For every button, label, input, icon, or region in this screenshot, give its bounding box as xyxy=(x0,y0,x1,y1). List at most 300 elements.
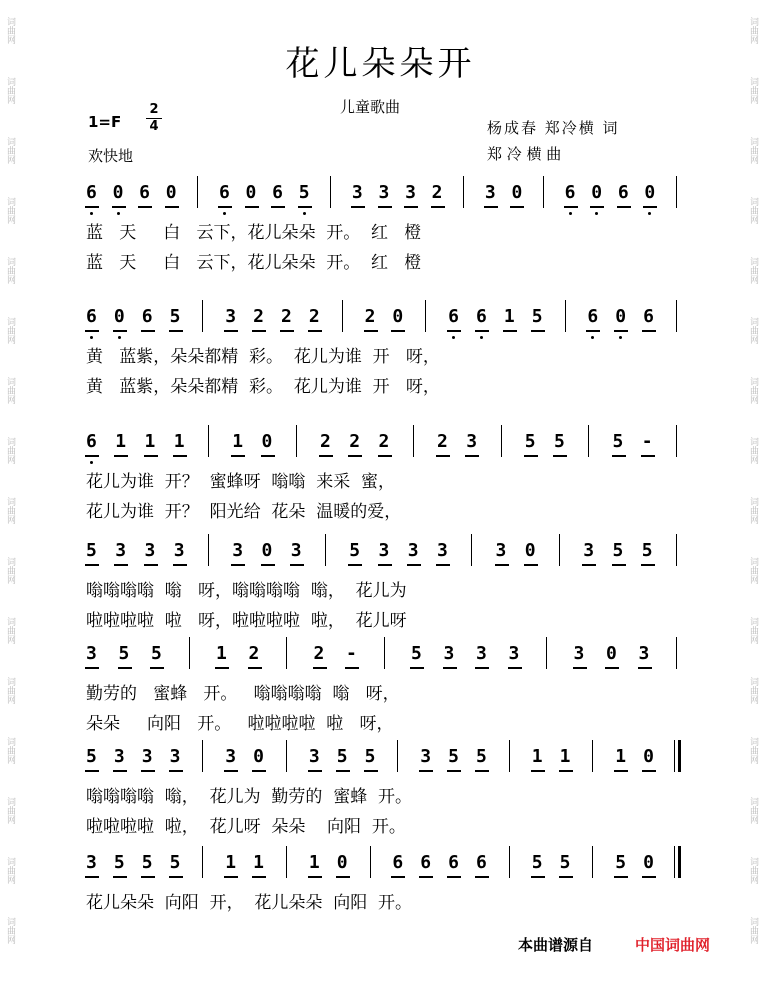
watermark-left xyxy=(0,0,18,983)
note: 0 xyxy=(643,746,654,767)
note: 3 xyxy=(508,643,520,664)
barline xyxy=(286,637,287,669)
watermark-text: 词曲网 xyxy=(5,916,15,944)
note: 1 xyxy=(115,431,127,452)
watermark-text: 词曲网 xyxy=(5,316,15,344)
note-underline xyxy=(85,770,99,772)
watermark-text: 词曲网 xyxy=(748,676,758,704)
note: 6 xyxy=(86,431,97,452)
barline xyxy=(592,740,593,772)
note: 1 xyxy=(216,643,227,664)
barline xyxy=(543,176,544,208)
note: 3 xyxy=(443,643,455,664)
low-octave-dot xyxy=(619,336,622,339)
barline xyxy=(588,425,589,457)
note: 1 xyxy=(173,431,185,452)
barline xyxy=(189,637,190,669)
note: 3 xyxy=(86,643,97,664)
note-underline xyxy=(85,330,99,332)
note: 5 xyxy=(554,431,565,452)
note: 3 xyxy=(378,182,390,203)
watermark-right xyxy=(743,0,761,983)
note-underline xyxy=(118,667,132,669)
note: 3 xyxy=(351,182,363,203)
note: 0 xyxy=(165,182,177,203)
note: 3 xyxy=(225,306,237,327)
note: 6 xyxy=(218,182,230,203)
note: 3 xyxy=(308,746,320,767)
note-underline xyxy=(252,876,266,878)
note-underline xyxy=(313,667,327,669)
note: 0 xyxy=(112,182,124,203)
note-underline xyxy=(336,770,350,772)
note: 3 xyxy=(144,540,156,561)
note-row xyxy=(86,852,686,878)
note-underline xyxy=(378,206,392,208)
low-octave-dot xyxy=(118,336,121,339)
watermark-text: 词曲网 xyxy=(748,16,758,44)
composer-credit: 郑 冷 横 曲 xyxy=(487,145,562,163)
note: 0 xyxy=(606,643,617,664)
watermark-text: 词曲网 xyxy=(5,196,15,224)
note: 0 xyxy=(336,852,348,873)
note-underline xyxy=(582,564,596,566)
barline xyxy=(370,846,371,878)
note-underline xyxy=(141,876,155,878)
note-underline xyxy=(475,770,489,772)
note-underline xyxy=(614,876,628,878)
barline xyxy=(559,534,560,566)
barline xyxy=(197,176,198,208)
note-underline xyxy=(642,330,656,332)
barline xyxy=(509,740,510,772)
watermark-text: 词曲网 xyxy=(5,256,15,284)
lyricist-credit: 杨成春 郑冷横 词 xyxy=(487,119,620,137)
note: 5 xyxy=(612,431,624,452)
note-underline xyxy=(564,206,578,208)
note-underline xyxy=(308,876,322,878)
lyric-line: 蓝 天 白 云下，花儿朵朵 开。 红 橙 xyxy=(86,253,422,273)
note: 3 xyxy=(638,643,650,664)
note-underline xyxy=(436,564,450,566)
note-underline xyxy=(364,330,378,332)
note: 1 xyxy=(615,746,627,767)
note-underline xyxy=(112,206,126,208)
watermark-text: 词曲网 xyxy=(748,136,758,164)
lyric-line: 勤劳的 蜜蜂 开。 嗡嗡嗡嗡 嗡 呀， xyxy=(86,684,400,704)
note: 5 xyxy=(113,852,125,873)
note-underline xyxy=(113,876,127,878)
note: 2 xyxy=(378,431,390,452)
note-underline xyxy=(280,330,294,332)
note: 3 xyxy=(173,540,185,561)
lyric-line: 蓝 天 白 云下，花儿朵朵 开。 红 橙 xyxy=(86,223,422,243)
note: 5 xyxy=(411,643,422,664)
low-octave-dot xyxy=(117,212,120,215)
watermark-text: 词曲网 xyxy=(748,856,758,884)
note-underline xyxy=(165,206,179,208)
note-underline xyxy=(290,564,304,566)
note: - xyxy=(641,431,653,452)
note: 0 xyxy=(253,746,264,767)
note-underline xyxy=(404,206,418,208)
note: 6 xyxy=(643,306,654,327)
note: 5 xyxy=(364,746,376,767)
barline xyxy=(325,534,326,566)
note-underline xyxy=(590,206,604,208)
note: 5 xyxy=(641,540,653,561)
note-underline xyxy=(169,770,183,772)
note-underline xyxy=(586,330,600,332)
note-underline xyxy=(484,206,498,208)
lyric-line: 啦啦啦啦 啦， 花儿呀 朵朵 向阳 开。 xyxy=(86,817,406,837)
watermark-text: 词曲网 xyxy=(748,556,758,584)
lyric-line: 啦啦啦啦 啦 呀，啦啦啦啦 啦， 花儿呀 xyxy=(86,611,407,631)
note: 5 xyxy=(86,746,97,767)
note: 3 xyxy=(225,746,237,767)
note: 5 xyxy=(612,540,624,561)
note-underline xyxy=(638,667,652,669)
note-underline xyxy=(113,330,127,332)
note-underline xyxy=(141,330,155,332)
note-underline xyxy=(407,564,421,566)
note-underline xyxy=(141,770,155,772)
note: 5 xyxy=(169,852,181,873)
note-underline xyxy=(231,564,245,566)
barline xyxy=(202,846,203,878)
note-underline xyxy=(308,330,322,332)
note: 1 xyxy=(308,852,320,873)
note-row xyxy=(86,746,686,772)
barline xyxy=(342,300,343,332)
note-underline xyxy=(85,455,99,457)
note-underline xyxy=(85,206,99,208)
note: 3 xyxy=(86,852,97,873)
watermark-text: 词曲网 xyxy=(5,436,15,464)
note: 1 xyxy=(232,431,244,452)
note: 3 xyxy=(420,746,432,767)
note-underline xyxy=(348,455,362,457)
site-name: 中国词曲网 xyxy=(635,936,711,954)
note: 3 xyxy=(407,540,419,561)
note: 2 xyxy=(308,306,320,327)
barline xyxy=(397,740,398,772)
note-underline xyxy=(169,330,183,332)
watermark-text: 词曲网 xyxy=(5,616,15,644)
note: 6 xyxy=(141,306,153,327)
note-underline xyxy=(475,667,489,669)
note-underline xyxy=(524,455,538,457)
note: 0 xyxy=(643,852,654,873)
barline xyxy=(592,846,593,878)
note-underline xyxy=(447,876,461,878)
note: 3 xyxy=(437,540,448,561)
note-underline xyxy=(85,564,99,566)
note: 2 xyxy=(364,306,376,327)
note: 0 xyxy=(245,182,257,203)
note: 6 xyxy=(587,306,599,327)
note-underline xyxy=(173,455,187,457)
note-underline xyxy=(495,564,509,566)
note-underline xyxy=(114,564,128,566)
note-underline xyxy=(173,564,187,566)
note-underline xyxy=(215,667,229,669)
watermark-text: 词曲网 xyxy=(748,376,758,404)
note: 0 xyxy=(261,431,273,452)
low-octave-dot xyxy=(595,212,598,215)
note-underline xyxy=(248,667,262,669)
note: 1 xyxy=(559,746,571,767)
note: 5 xyxy=(86,540,97,561)
barline xyxy=(330,176,331,208)
note: 0 xyxy=(524,540,536,561)
note: 6 xyxy=(448,306,459,327)
note-underline xyxy=(351,206,365,208)
note: 3 xyxy=(476,643,487,664)
note-underline xyxy=(245,206,259,208)
note: 5 xyxy=(531,852,543,873)
note-underline xyxy=(150,667,164,669)
note: 5 xyxy=(615,852,627,873)
barline xyxy=(471,534,472,566)
note-underline xyxy=(510,206,524,208)
note: 2 xyxy=(313,643,325,664)
low-octave-dot xyxy=(591,336,594,339)
note-row xyxy=(86,306,686,332)
note-underline xyxy=(391,876,405,878)
note-underline xyxy=(345,667,359,669)
watermark-text: 词曲网 xyxy=(5,136,15,164)
note-underline xyxy=(573,667,587,669)
time-signature xyxy=(146,103,162,134)
note-underline xyxy=(419,876,433,878)
note-underline xyxy=(419,770,433,772)
barline xyxy=(676,534,677,566)
note-underline xyxy=(475,876,489,878)
note: 2 xyxy=(320,431,331,452)
note-underline xyxy=(612,455,626,457)
note: 2 xyxy=(281,306,292,327)
note: 0 xyxy=(644,182,656,203)
note: 1 xyxy=(503,306,515,327)
barline xyxy=(463,176,464,208)
note: 1 xyxy=(225,852,237,873)
note: 5 xyxy=(448,746,459,767)
note-underline xyxy=(391,330,405,332)
note: 0 xyxy=(511,182,523,203)
note-underline xyxy=(475,330,489,332)
note: 0 xyxy=(615,306,627,327)
note-underline xyxy=(144,564,158,566)
barline xyxy=(546,637,547,669)
note: 0 xyxy=(591,182,603,203)
note-underline xyxy=(531,330,545,332)
note-underline xyxy=(348,564,362,566)
note-underline xyxy=(617,206,631,208)
barline xyxy=(425,300,426,332)
barline xyxy=(296,425,297,457)
barline xyxy=(202,300,203,332)
barline xyxy=(384,637,385,669)
note-row xyxy=(86,643,686,669)
low-octave-dot xyxy=(90,336,93,339)
note-underline xyxy=(614,330,628,332)
note-underline xyxy=(612,564,626,566)
watermark-text: 词曲网 xyxy=(748,256,758,284)
note: 0 xyxy=(261,540,273,561)
key-signature: 1=F xyxy=(88,113,122,131)
note-underline xyxy=(410,667,424,669)
lyric-line: 花儿朵朵 向阳 开， 花儿朵朵 向阳 开。 xyxy=(86,893,413,913)
note: 5 xyxy=(531,306,543,327)
note-underline xyxy=(113,770,127,772)
note-underline xyxy=(252,770,266,772)
lyric-line: 朵朵 向阳 开。 啦啦啦啦 啦 呀， xyxy=(86,714,394,734)
time-top: 2 xyxy=(149,102,159,117)
barline xyxy=(676,637,677,669)
barline xyxy=(202,740,203,772)
watermark-text: 词曲网 xyxy=(748,796,758,824)
note-underline xyxy=(465,455,479,457)
final-barline xyxy=(674,846,681,878)
note: 6 xyxy=(476,852,487,873)
lyric-line: 嗡嗡嗡嗡 嗡， 花儿为 勤劳的 蜜蜂 开。 xyxy=(86,787,413,807)
watermark-text: 词曲网 xyxy=(5,76,15,104)
note-underline xyxy=(144,455,158,457)
source-label: 本曲谱源自 xyxy=(518,936,594,954)
note-underline xyxy=(336,876,350,878)
song-subtitle: 儿童歌曲 xyxy=(340,98,401,116)
lyric-line: 黄 蓝紫，朵朵都精 彩。 花儿为谁 开 呀， xyxy=(86,347,440,367)
note-underline xyxy=(614,770,628,772)
note: 5 xyxy=(349,540,361,561)
note: 6 xyxy=(392,852,404,873)
note: 6 xyxy=(86,182,97,203)
barline xyxy=(509,846,510,878)
watermark-text: 词曲网 xyxy=(5,736,15,764)
note: 2 xyxy=(248,643,260,664)
note: 5 xyxy=(118,643,130,664)
note: 6 xyxy=(564,182,576,203)
note: 3 xyxy=(141,746,153,767)
barline xyxy=(676,300,677,332)
note-underline xyxy=(308,770,322,772)
low-octave-dot xyxy=(90,212,93,215)
note-underline xyxy=(218,206,232,208)
low-octave-dot xyxy=(303,212,306,215)
note: 3 xyxy=(495,540,507,561)
barline xyxy=(413,425,414,457)
note-underline xyxy=(224,876,238,878)
note: 3 xyxy=(573,643,585,664)
barline xyxy=(286,740,287,772)
note-underline xyxy=(252,330,266,332)
watermark-text: 词曲网 xyxy=(748,916,758,944)
note: 1 xyxy=(253,852,264,873)
note-underline xyxy=(447,770,461,772)
note-underline xyxy=(261,564,275,566)
note-underline xyxy=(641,455,655,457)
note: 3 xyxy=(378,540,390,561)
watermark-text: 词曲网 xyxy=(748,496,758,524)
note-underline xyxy=(319,455,333,457)
low-octave-dot xyxy=(223,212,226,215)
lyric-line: 黄 蓝紫，朵朵都精 彩。 花儿为谁 开 呀， xyxy=(86,377,440,397)
note: 6 xyxy=(448,852,459,873)
note-underline xyxy=(642,876,656,878)
note-underline xyxy=(641,564,655,566)
note: 3 xyxy=(466,431,478,452)
note-row xyxy=(86,182,686,208)
barline xyxy=(676,176,677,208)
note-underline xyxy=(443,667,457,669)
watermark-text: 词曲网 xyxy=(748,736,758,764)
note: 0 xyxy=(392,306,404,327)
barline xyxy=(208,534,209,566)
note-underline xyxy=(643,206,657,208)
note: 3 xyxy=(169,746,181,767)
note: 5 xyxy=(559,852,571,873)
note: 1 xyxy=(144,431,156,452)
barline xyxy=(501,425,502,457)
note-underline xyxy=(169,876,183,878)
lyric-line: 嗡嗡嗡嗡 嗡 呀，嗡嗡嗡嗡 嗡， 花儿为 xyxy=(86,581,407,601)
note-underline xyxy=(364,770,378,772)
note-row xyxy=(86,540,686,566)
note: 2 xyxy=(253,306,264,327)
low-octave-dot xyxy=(569,212,572,215)
note-underline xyxy=(224,330,238,332)
lyric-line: 花儿为谁 开？ 阳光给 花朵 温暖的爱， xyxy=(86,502,402,522)
note: 3 xyxy=(113,746,125,767)
note: 6 xyxy=(139,182,151,203)
note-underline xyxy=(503,330,517,332)
barline xyxy=(208,425,209,457)
tempo-marking: 欢快地 xyxy=(88,147,134,165)
watermark-text: 词曲网 xyxy=(5,676,15,704)
note-underline xyxy=(231,455,245,457)
note: 0 xyxy=(113,306,125,327)
watermark-text: 词曲网 xyxy=(5,796,15,824)
note: 6 xyxy=(476,306,487,327)
low-octave-dot xyxy=(648,212,651,215)
note-underline xyxy=(114,455,128,457)
note-underline xyxy=(436,455,450,457)
note-underline xyxy=(605,667,619,669)
note: 6 xyxy=(420,852,432,873)
note: 6 xyxy=(272,182,283,203)
note-underline xyxy=(224,770,238,772)
note: 5 xyxy=(169,306,181,327)
note-underline xyxy=(138,206,152,208)
barline xyxy=(286,846,287,878)
barline xyxy=(565,300,566,332)
final-barline xyxy=(674,740,681,772)
watermark-text: 词曲网 xyxy=(748,616,758,644)
note: 2 xyxy=(349,431,361,452)
note-underline xyxy=(85,876,99,878)
watermark-text: 词曲网 xyxy=(5,376,15,404)
note-row xyxy=(86,431,686,457)
note: 3 xyxy=(484,182,496,203)
lyric-line: 花儿为谁 开？ 蜜蜂呀 嗡嗡 来采 蜜， xyxy=(86,472,396,492)
note: 5 xyxy=(151,643,162,664)
note: 3 xyxy=(115,540,127,561)
note-underline xyxy=(261,455,275,457)
note-underline xyxy=(298,206,312,208)
note: 5 xyxy=(524,431,536,452)
note: 5 xyxy=(336,746,348,767)
